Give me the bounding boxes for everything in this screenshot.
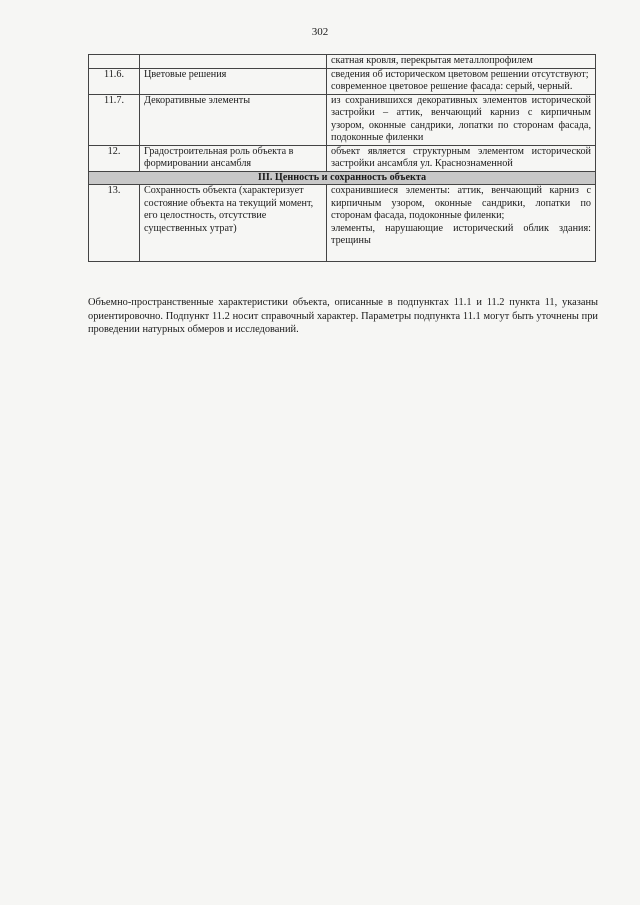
table-row [89, 94, 596, 145]
row-number [89, 55, 140, 69]
section-header-row [89, 171, 596, 185]
row-name [140, 55, 327, 69]
footnote-paragraph: Объемно-пространственные характеристики объекта, описанные в подпунктах 11.1 и 11.2 пункта 11, указаны ориентировочно. Подпункт 11.2 носит справочный характер. Параметры подпункта 11.1 могут быть уточнены при проведении натурных обмеров и исследований. [88, 297, 598, 335]
table-row [89, 68, 596, 94]
row-name: Градостроительная роль объекта в формировании ансамбля [140, 145, 327, 171]
value-line: элементы, нарушающие исторический облик здания: трещины [331, 222, 591, 246]
row-name: Декоративные элементы [140, 94, 327, 145]
row-number: 11.7. [89, 94, 140, 145]
value-line: сохранившиеся элементы: аттик, венчающий карниз с кирпичным узором, оконные сандрики, лопатки по сторонам фасада, подоконные филенки; [331, 185, 591, 221]
value-line: скатная кровля, перекрытая металлопрофилем [331, 55, 533, 66]
value-line: сведения об историческом цветовом решении отсутствуют; [331, 68, 589, 80]
row-number: 12. [89, 145, 140, 171]
row-value [327, 55, 596, 69]
value-line: современное цветовое решение фасада: серый, черный. [331, 81, 573, 92]
table-row [89, 185, 596, 262]
row-value [327, 185, 596, 262]
table-row [89, 145, 596, 171]
section-title: III. Ценность и сохранность объекта [89, 171, 596, 185]
row-name: Сохранность объекта (характеризует состояние объекта на текущий момент, его целостность, отсутствие существенных утрат) [140, 185, 327, 262]
value-line: из сохранившихся декоративных элементов исторической застройки – аттик, венчающий карниз с кирпичным узором, оконные сандрики, лопатки по сторонам фасада, подоконные филенки [331, 94, 591, 143]
row-value [327, 68, 596, 94]
row-number: 13. [89, 185, 140, 262]
table-row [89, 55, 596, 69]
object-passport-table [88, 54, 596, 262]
value-line: объект является структурным элементом исторической застройки ансамбля ул. Краснознаменной [331, 145, 591, 169]
row-number: 11.6. [89, 68, 140, 94]
row-value [327, 145, 596, 171]
row-value [327, 94, 596, 145]
row-name: Цветовые решения [140, 68, 327, 94]
page-number: 302 [311, 26, 329, 38]
